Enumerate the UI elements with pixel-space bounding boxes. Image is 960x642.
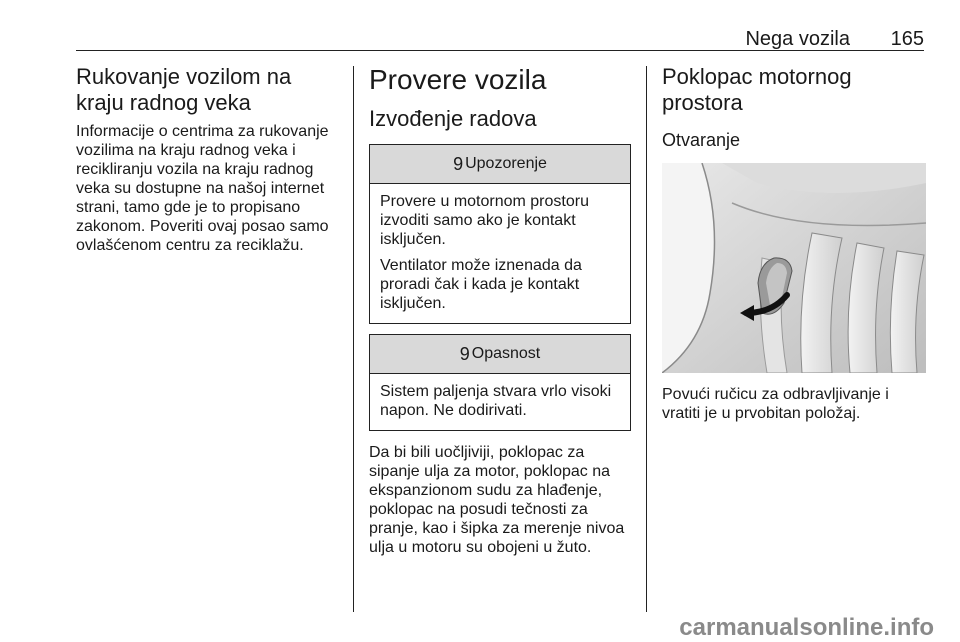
body-text: Informacije o centrima za rukovanje vozilima na kraju radnog veka i recikliranju vozila na kraju radnog veka su dostupne na našoj internet strani, tamo gde je to propisano zakonom. Poveriti ovaj posao samo ovlašćenom centru za reciklažu. xyxy=(76,123,329,254)
column-2 xyxy=(369,64,631,557)
body-text: Povući ručicu za odbravljivanje i vratiti je u prvobitan položaj. xyxy=(662,386,889,422)
danger-text: Sistem paljenja stvara vrlo visoki napon. Ne dodirivati. xyxy=(380,383,612,419)
warning-title: Upozorenje xyxy=(465,155,547,172)
warning-box xyxy=(369,144,631,324)
hood-release-lever-photo xyxy=(662,163,926,373)
page-number: 165 xyxy=(890,28,924,50)
column-divider xyxy=(353,66,354,612)
section-heading: Provere vozila xyxy=(369,64,547,95)
column-1 xyxy=(76,64,340,255)
warning-icon: 9 xyxy=(459,343,470,364)
danger-box-header xyxy=(370,335,630,374)
subsection-heading: Izvođenje radova xyxy=(369,106,537,131)
column-3 xyxy=(662,64,926,423)
warning-text: Provere u motornom prostoru izvoditi samo ako je kontakt isključen. xyxy=(380,193,589,248)
column-divider xyxy=(646,66,647,612)
danger-box xyxy=(369,334,631,431)
warning-text: Ventilator može iznenada da proradi čak i kada je kontakt isključen. xyxy=(380,257,582,312)
watermark-url: carmanualsonline.info xyxy=(679,614,934,641)
page-header xyxy=(0,0,960,52)
section-heading: Rukovanje vozilom na kraju radnog veka xyxy=(76,64,292,115)
danger-title: Opasnost xyxy=(471,345,541,362)
warning-box-header xyxy=(370,145,630,184)
running-title: Nega vozila xyxy=(745,28,850,50)
section-heading: Poklopac motornog prostora xyxy=(662,64,852,115)
subsection-heading: Otvaranje xyxy=(662,130,741,150)
warning-icon: 9 xyxy=(453,153,464,174)
header-rule xyxy=(76,50,924,51)
body-text: Da bi bili uočljiviji, poklopac za sipanje ulja za motor, poklopac na ekspanzionom sudu za hlađenje, poklopac na posudi tečnosti za pranje, kao i šipka za merenje nivoa ulja u motoru su obojeni u žuto. xyxy=(369,444,625,556)
